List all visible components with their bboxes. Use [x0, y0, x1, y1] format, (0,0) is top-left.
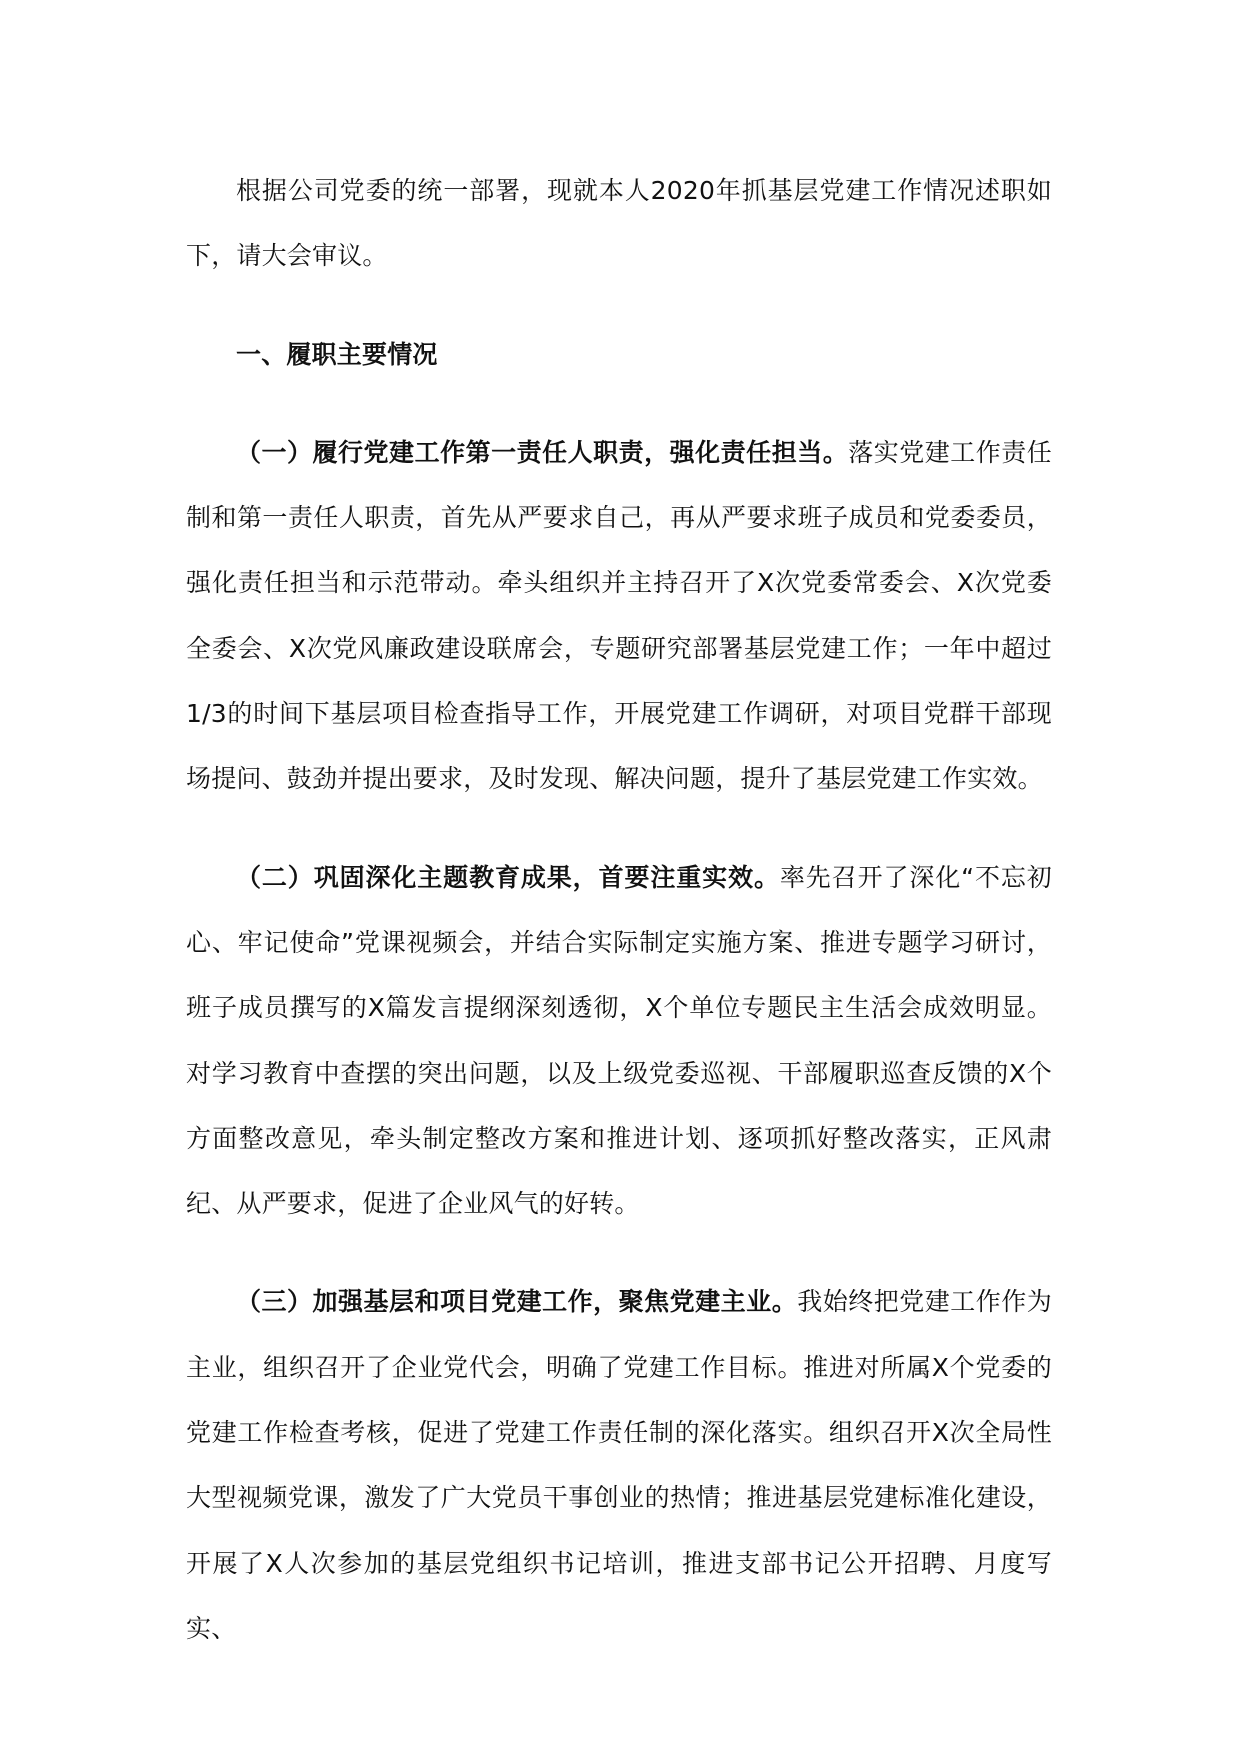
- item-2-body: 率先召开了深化“不忘初心、牢记使命”党课视频会，并结合实际制定实施方案、推进专题学习研讨，班子成员撰写的X篇发言提纲深刻透彻，X个单位专题民主生活会成效明显。对学习教育中查摆的突出问题，以及上级党委巡视、干部履职巡查反馈的X个方面整改意见，牵头制定整改方案和推进计划、逐项抓好整改落实，正风肃纪、从严要求，促进了企业风气的好转。: [186, 862, 1053, 1219]
- item-1-lead: （一）履行党建工作第一责任人职责，强化责任担当。: [236, 437, 849, 467]
- paragraph-item-2: [186, 845, 1052, 1237]
- intro-paragraph: 根据公司党委的统一部署，现就本人2020年抓基层党建工作情况述职如下，请大会审议。: [186, 176, 1052, 271]
- document-page: [186, 158, 1052, 1661]
- paragraph-item-1: [186, 420, 1052, 812]
- item-3-body: 我始终把党建工作作为主业，组织召开了企业党代会，明确了党建工作目标。推进对所属X个党委的党建工作检查考核，促进了党建工作责任制的深化落实。组织召开X次全局性大型视频党课，激发了广大党员干事创业的热情；推进基层党建标准化建设，开展了X人次参加的基层党组织书记培训，推进支部书记公开招聘、月度写实、: [186, 1287, 1052, 1643]
- item-2-lead: （二）巩固深化主题教育成果，首要注重实效。: [236, 862, 780, 892]
- paragraph-item-3: [186, 1269, 1052, 1661]
- item-1-body: 落实党建工作责任制和第一责任人职责，首先从严要求自己，再从严要求班子成员和党委委员，强化责任担当和示范带动。牵头组织并主持召开了X次党委常委会、X次党委全委会、X次党风廉政建设联席会，专题研究部署基层党建工作；一年中超过1/3的时间下基层项目检查指导工作，开展党建工作调研，对项目党群干部现场提问、鼓劲并提出要求，及时发现、解决问题，提升了基层党建工作实效。: [186, 437, 1052, 794]
- section-heading: 一、履职主要情况: [236, 339, 438, 369]
- item-3-lead: （三）加强基层和项目党建工作，聚焦党建主业。: [236, 1287, 798, 1317]
